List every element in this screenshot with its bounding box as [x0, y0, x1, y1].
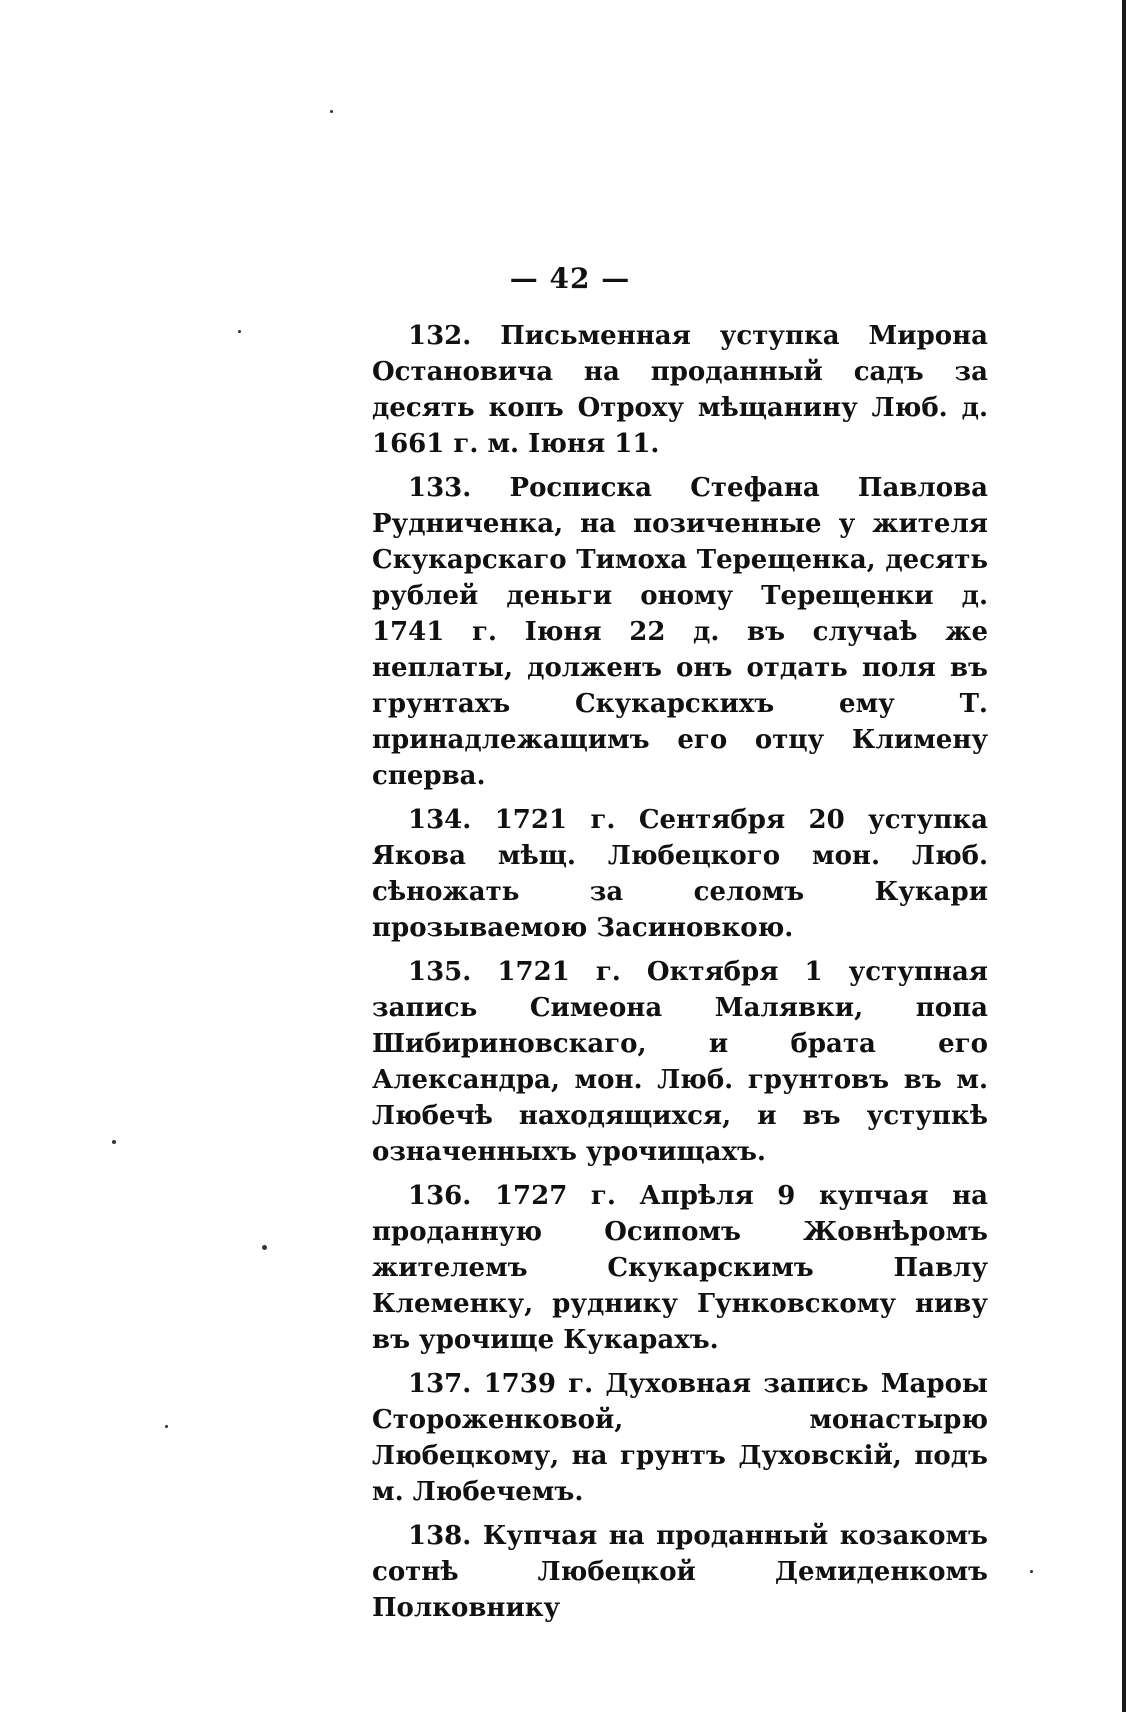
entry-text: 1727 г. Апрѣля 9 купчая на проданную Осипомъ Жовнѣромъ жителемъ Скукарскимъ Павлу Клеменку, руднику Гунковскому ниву въ урочище Кукарахъ.	[372, 1181, 988, 1355]
entry-135	[372, 954, 988, 1170]
entry-134	[372, 802, 988, 946]
entry-133	[372, 470, 988, 794]
document-body	[372, 318, 988, 1634]
entry-text: 1721 г. Октября 1 уступная запись Симеона Малявки, попа Шибириновскаго, и брата его Александра, мон. Люб. грунтовъ въ м. Любечѣ находящихся, и въ уступкѣ означенныхъ урочищахъ.	[372, 957, 988, 1167]
dust-speck	[238, 330, 241, 333]
entry-number: 136.	[408, 1181, 472, 1211]
entry-text: Росписка Стефана Павлова Рудниченка, на позиченные у жителя Скукарскаго Тимоха Терещенка, десять рублей деньги оному Терещенки д. 1741 г. Іюня 22 д. въ случаѣ же неплаты, долженъ онъ отдать поля въ грунтахъ Скукарскихъ ему Т. принадлежащимъ его отцу Климену сперва.	[372, 473, 988, 791]
entry-number: 133.	[408, 473, 472, 503]
dust-speck	[262, 1245, 267, 1250]
entry-137	[372, 1366, 988, 1510]
entry-number: 137.	[408, 1369, 472, 1399]
entry-text: 1739 г. Духовная запись Мароы Стороженковой, монастырю Любецкому, на грунтъ Духовскій, подъ м. Любечемъ.	[372, 1369, 988, 1507]
entry-number: 132.	[408, 321, 472, 351]
entry-text: Купчая на проданный козакомъ сотнѣ Любецкой Демиденкомъ Полковнику	[372, 1521, 988, 1623]
entry-text: Письменная уступка Мирона Остановича на проданный садъ за десять копъ Отроху мѣщанину Люб. д. 1661 г. м. Іюня 11.	[372, 321, 988, 459]
entry-132	[372, 318, 988, 462]
entry-number: 138.	[408, 1521, 472, 1551]
dust-speck	[165, 1425, 168, 1428]
dust-speck	[330, 110, 333, 113]
page-edge-shadow	[1122, 0, 1126, 1712]
entry-number: 134.	[408, 805, 472, 835]
dust-speck	[112, 1140, 116, 1144]
dust-speck	[1030, 1570, 1033, 1573]
page-number: — 42 —	[509, 262, 631, 295]
entry-136	[372, 1178, 988, 1358]
entry-138	[372, 1518, 988, 1626]
entry-number: 135.	[408, 957, 472, 987]
entry-text: 1721 г. Сентября 20 уступка Якова мѣщ. Любецкого мон. Люб. сѣножать за селомъ Кукари прозываемою Засиновкою.	[372, 805, 988, 943]
